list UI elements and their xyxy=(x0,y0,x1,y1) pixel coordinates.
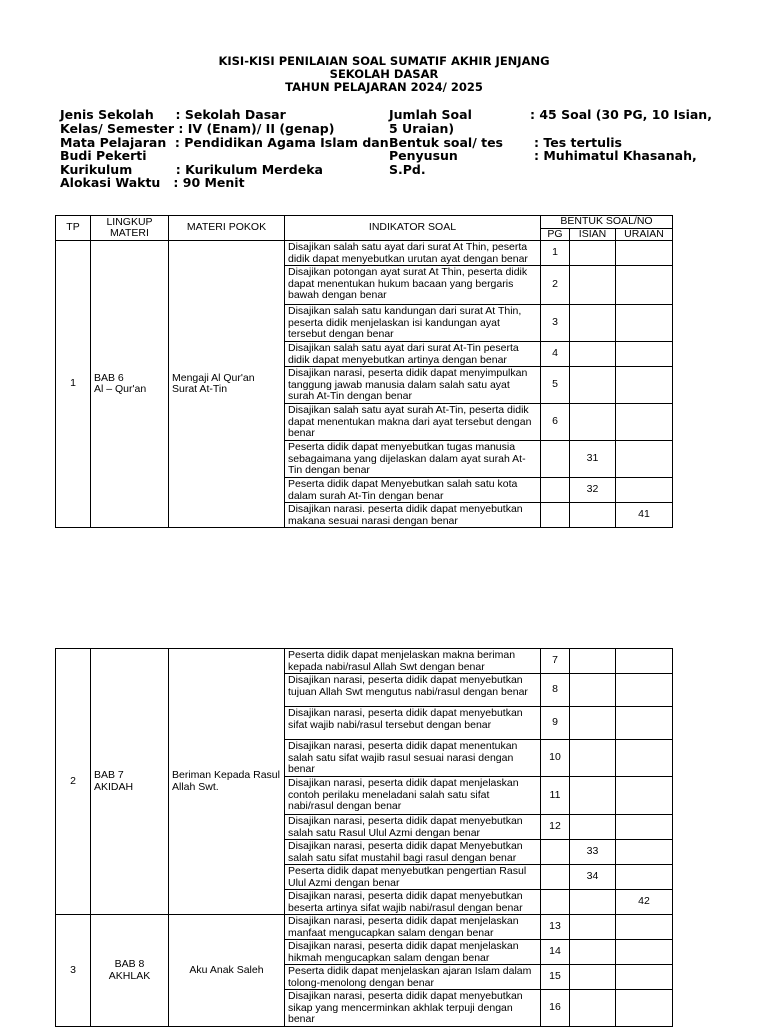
no-isian xyxy=(570,674,616,707)
header-indikator-soal: INDIKATOR SOAL xyxy=(285,216,541,241)
info-alokasi-waktu: Alokasi Waktu : 90 Menit xyxy=(60,175,245,190)
no-uraian xyxy=(616,305,673,342)
header-materi-pokok: MATERI POKOK xyxy=(169,216,285,241)
info-jumlah-soal-cont: 5 Uraian) xyxy=(389,121,455,136)
info-penyusun-value: : Muhimatul Khasanah, xyxy=(534,148,697,163)
no-isian xyxy=(570,815,616,840)
no-pg xyxy=(541,441,570,478)
no-pg xyxy=(541,840,570,865)
doc-title-line-1: KISI-KISI PENILAIAN SOAL SUMATIF AKHIR JENJANG xyxy=(218,54,550,68)
info-penyusun-label: Penyusun xyxy=(389,148,458,163)
header-bentuk-soal: BENTUK SOAL/NO xyxy=(541,216,673,229)
indikator-soal: Disajikan salah satu kandungan dari surat At Thin, peserta didik menjelaskan isi kandungan ayat tersebut dengan benar xyxy=(285,305,541,342)
indikator-soal: Disajikan narasi, peserta didik dapat menyebutkan sikap yang mencerminkan akhlak terpuji dengan benar xyxy=(285,990,541,1027)
no-uraian: 41 xyxy=(616,503,673,528)
indikator-soal: Disajikan salah satu ayat surah At-Tin, peserta didik dapat menentukan makna dari ayat tersebut dengan benar xyxy=(285,404,541,441)
no-pg: 10 xyxy=(541,740,570,777)
indikator-soal: Disajikan narasi, peserta didik dapat menjelaskan manfaat mengucapkan salam dengan benar xyxy=(285,915,541,940)
no-isian: 31 xyxy=(570,441,616,478)
indikator-soal: Peserta didik dapat menjelaskan ajaran Islam dalam tolong-menolong dengan benar xyxy=(285,965,541,990)
materi-pokok: Mengaji Al Qur'an Surat At-Tin xyxy=(169,241,285,528)
no-uraian xyxy=(616,815,673,840)
materi-pokok: Aku Anak Saleh xyxy=(169,915,285,1027)
info-bentuk-soal-value: : Tes tertulis xyxy=(534,135,622,150)
no-pg: 3 xyxy=(541,305,570,342)
no-pg: 14 xyxy=(541,940,570,965)
no-pg xyxy=(541,890,570,915)
kisi-kisi-table-1 xyxy=(55,215,673,528)
indikator-soal: Disajikan salah satu ayat dari surat At Thin, peserta didik dapat menyebutkan urutan ayat dengan benar xyxy=(285,241,541,266)
no-isian xyxy=(570,266,616,305)
no-uraian xyxy=(616,478,673,503)
no-uraian xyxy=(616,266,673,305)
no-uraian xyxy=(616,441,673,478)
info-penyusun-cont: S.Pd. xyxy=(389,162,426,177)
no-isian xyxy=(570,890,616,915)
no-uraian xyxy=(616,707,673,740)
no-pg: 16 xyxy=(541,990,570,1027)
lingkup-materi: BAB 7 AKIDAH xyxy=(91,649,169,915)
indikator-soal: Disajikan salah satu ayat dari surat At-Tin peserta didik dapat menyebutkan artinya dengan benar xyxy=(285,342,541,367)
no-isian xyxy=(570,940,616,965)
no-uraian xyxy=(616,865,673,890)
materi-pokok: Beriman Kepada Rasul Allah Swt. xyxy=(169,649,285,915)
no-pg: 11 xyxy=(541,777,570,815)
no-pg: 5 xyxy=(541,367,570,404)
lingkup-materi: BAB 8 AKHLAK xyxy=(91,915,169,1027)
info-jumlah-soal-value: : 45 Soal (30 PG, 10 Isian, xyxy=(530,107,712,122)
no-isian: 32 xyxy=(570,478,616,503)
header-pg: PG xyxy=(541,228,570,241)
no-uraian xyxy=(616,840,673,865)
no-pg: 1 xyxy=(541,241,570,266)
info-mata-pelajaran: Mata Pelajaran : Pendidikan Agama Islam dan xyxy=(60,135,389,150)
tp-number: 3 xyxy=(56,915,91,1027)
no-isian xyxy=(570,649,616,674)
kisi-kisi-table-2 xyxy=(55,648,673,1027)
no-isian: 33 xyxy=(570,840,616,865)
no-uraian xyxy=(616,965,673,990)
no-pg: 15 xyxy=(541,965,570,990)
no-uraian xyxy=(616,740,673,777)
indikator-soal: Disajikan narasi, peserta didik dapat menyebutkan beserta artinya sifat wajib nabi/rasul dengan benar xyxy=(285,890,541,915)
no-isian xyxy=(570,965,616,990)
no-pg: 6 xyxy=(541,404,570,441)
no-pg xyxy=(541,503,570,528)
indikator-soal: Disajikan narasi, peserta didik dapat menjelaskan hikmah mengucapkan salam dengan benar xyxy=(285,940,541,965)
header-lingkup-materi: LINGKUP MATERI xyxy=(91,216,169,241)
no-uraian xyxy=(616,940,673,965)
no-uraian xyxy=(616,404,673,441)
no-isian xyxy=(570,503,616,528)
info-kelas-semester: Kelas/ Semester : IV (Enam)/ II (genap) xyxy=(60,121,335,136)
no-pg: 4 xyxy=(541,342,570,367)
tp-number: 2 xyxy=(56,649,91,915)
indikator-soal: Peserta didik dapat menjelaskan makna beriman kepada nabi/rasul Allah Swt dengan benar xyxy=(285,649,541,674)
table-row xyxy=(56,241,673,266)
no-pg: 12 xyxy=(541,815,570,840)
no-isian xyxy=(570,241,616,266)
indikator-soal: Peserta didik dapat menyebutkan pengertian Rasul Ulul Azmi dengan benar xyxy=(285,865,541,890)
no-uraian xyxy=(616,990,673,1027)
no-uraian xyxy=(616,649,673,674)
no-pg xyxy=(541,865,570,890)
no-uraian xyxy=(616,367,673,404)
header-uraian: URAIAN xyxy=(616,228,673,241)
no-isian xyxy=(570,367,616,404)
no-isian xyxy=(570,990,616,1027)
indikator-soal: Disajikan narasi, peserta didik dapat menyebutkan tujuan Allah Swt mengutus nabi/rasul dengan benar xyxy=(285,674,541,707)
info-kurikulum: Kurikulum : Kurikulum Merdeka xyxy=(60,162,323,177)
doc-title-line-3: TAHUN PELAJARAN 2024/ 2025 xyxy=(285,80,483,94)
no-isian xyxy=(570,342,616,367)
header-isian: ISIAN xyxy=(570,228,616,241)
indikator-soal: Disajikan narasi. peserta didik dapat menyebutkan makana sesuai narasi dengan benar xyxy=(285,503,541,528)
info-bentuk-soal-label: Bentuk soal/ tes xyxy=(389,135,504,150)
no-isian xyxy=(570,740,616,777)
no-uraian: 42 xyxy=(616,890,673,915)
no-uraian xyxy=(616,241,673,266)
no-uraian xyxy=(616,342,673,367)
no-pg: 8 xyxy=(541,674,570,707)
no-isian xyxy=(570,404,616,441)
header-tp: TP xyxy=(56,216,91,241)
no-isian xyxy=(570,915,616,940)
info-mata-pelajaran-cont: Budi Pekerti xyxy=(60,148,147,163)
info-jenis-sekolah: Jenis Sekolah : Sekolah Dasar xyxy=(60,107,286,122)
table-row xyxy=(56,915,673,940)
no-pg: 13 xyxy=(541,915,570,940)
no-uraian xyxy=(616,915,673,940)
no-isian xyxy=(570,305,616,342)
no-isian xyxy=(570,707,616,740)
indikator-soal: Disajikan potongan ayat surat At Thin, peserta didik dapat menentukan hukum bacaan yang bergaris bawah dengan benar xyxy=(285,266,541,305)
lingkup-materi: BAB 6 Al – Qur'an xyxy=(91,241,169,528)
no-pg: 2 xyxy=(541,266,570,305)
doc-title-line-2: SEKOLAH DASAR xyxy=(329,67,439,81)
indikator-soal: Disajikan narasi, peserta didik dapat menentukan salah satu sifat wajib rasul sesuai narasi dengan benar xyxy=(285,740,541,777)
indikator-soal: Disajikan narasi, peserta didik dapat menyebutkan salah satu Rasul Ulul Azmi dengan benar xyxy=(285,815,541,840)
no-isian xyxy=(570,777,616,815)
indikator-soal: Peserta didik dapat Menyebutkan salah satu kota dalam surah At-Tin dengan benar xyxy=(285,478,541,503)
info-jumlah-soal-label: Jumlah Soal xyxy=(389,107,472,122)
no-pg: 7 xyxy=(541,649,570,674)
no-isian: 34 xyxy=(570,865,616,890)
no-pg xyxy=(541,478,570,503)
tp-number: 1 xyxy=(56,241,91,528)
indikator-soal: Disajikan narasi, peserta didik dapat Menyebutkan salah satu sifat mustahil bagi rasul dengan benar xyxy=(285,840,541,865)
table-row xyxy=(56,649,673,674)
indikator-soal: Disajikan narasi, peserta didik dapat menyebutkan sifat wajib nabi/rasul tersebut dengan benar xyxy=(285,707,541,740)
no-uraian xyxy=(616,777,673,815)
indikator-soal: Disajikan narasi, peserta didik dapat menyimpulkan tanggung jawab manusia dalam salah satu ayat surah At-Tin dengan benar xyxy=(285,367,541,404)
no-uraian xyxy=(616,674,673,707)
indikator-soal: Disajikan narasi, peserta didik dapat menjelaskan contoh perilaku meneladani salah satu sifat nabi/rasul dengan benar xyxy=(285,777,541,815)
no-pg: 9 xyxy=(541,707,570,740)
indikator-soal: Peserta didik dapat menyebutkan tugas manusia sebagaimana yang dijelaskan dalam ayat surah At-Tin dengan benar xyxy=(285,441,541,478)
